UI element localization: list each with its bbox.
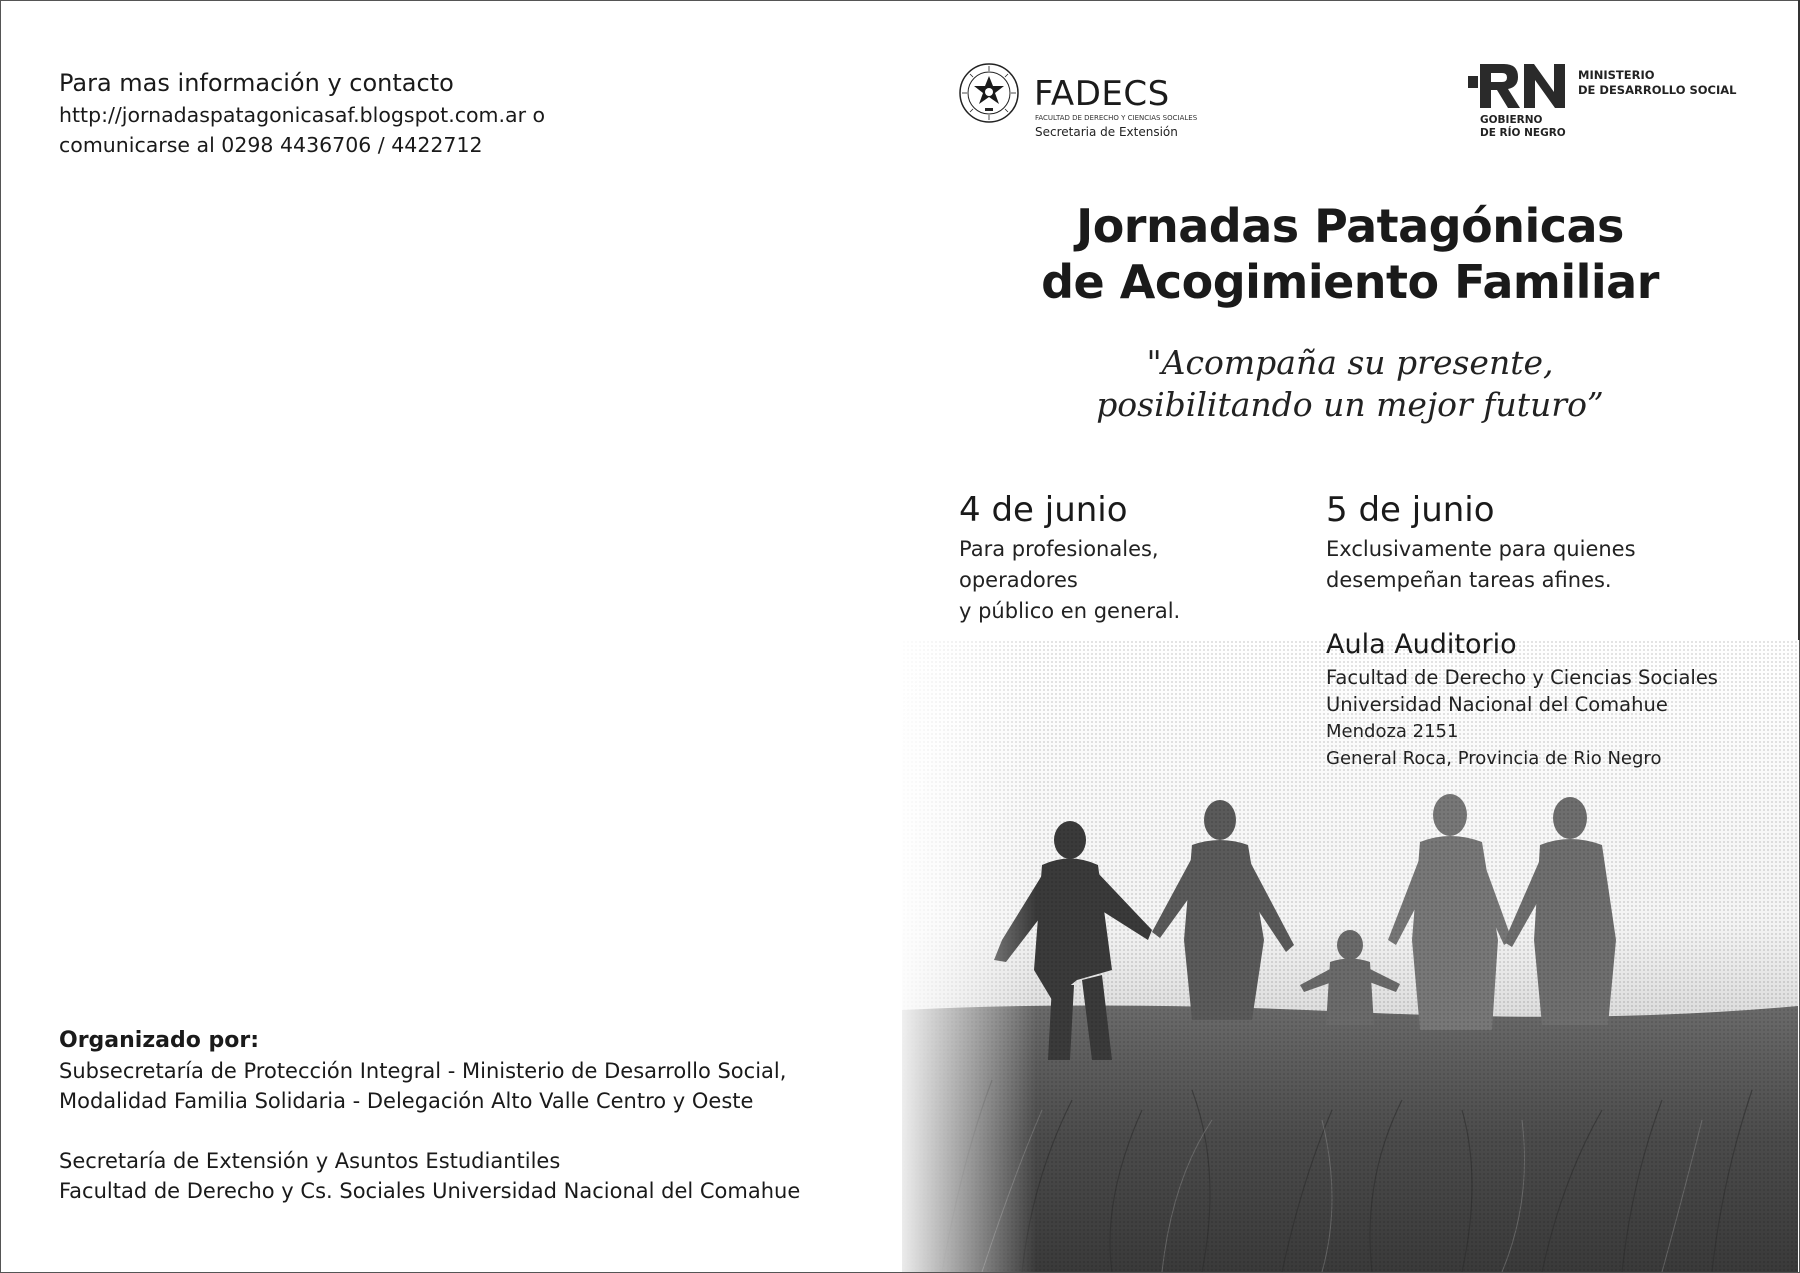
day-date: 4 de junio [959,490,1128,530]
tagline-line: "Acompaña su presente, [1146,343,1554,382]
rn-mark-icon [1464,62,1568,110]
ministerio-text [1578,68,1737,98]
venue-line: Facultad de Derecho y Ciencias Sociales [1326,666,1718,689]
contact-block [59,66,545,160]
day-desc-line: y público en general. [959,599,1181,623]
university-seal-icon [958,62,1020,124]
venue-city: General Roca, Provincia de Rio Negro [1326,748,1662,769]
day-desc-line: Para profesionales, [959,537,1159,561]
fadecs-logo [958,62,1218,142]
day-desc-line: operadores [959,568,1078,592]
ministerio-line: MINISTERIO [1578,68,1655,82]
day-date: 5 de junio [1326,490,1495,530]
tagline-line: posibilitando un mejor futuro” [1096,385,1604,424]
event-title-line: Jornadas Patagónicas [1076,199,1624,253]
organizer-line: Facultad de Derecho y Cs. Sociales Universidad Nacional del Comahue [59,1179,801,1203]
ministerio-line: DE DESARROLLO SOCIAL [1578,83,1737,97]
organizers-label: Organizado por: [59,1028,260,1053]
gobierno-line: DE RÍO NEGRO [1480,127,1566,139]
day-desc-line: Exclusivamente para quienes [1326,537,1636,561]
gobierno-line: GOBIERNO [1480,114,1543,126]
organizers-block [59,1026,800,1206]
venue-block [1326,626,1718,772]
venue-line: Universidad Nacional del Comahue [1326,693,1668,716]
organizer-line: Secretaría de Extensión y Asuntos Estudiantiles [59,1149,561,1173]
organizer-line: Subsecretaría de Protección Integral - Ministerio de Desarrollo Social, [59,1059,787,1083]
contact-url: http://jornadaspatagonicasaf.blogspot.com.ar o [59,103,546,127]
spacer [59,1116,800,1146]
event-title-line: de Acogimiento Familiar [1041,255,1659,309]
fadecs-wordmark: FADECS [1034,74,1170,114]
venue-name: Aula Auditorio [1326,629,1517,660]
fadecs-secretaria-text: Secretaria de Extensión [1035,125,1178,139]
day-block-1 [959,486,1180,627]
gobierno-text [1480,114,1566,140]
organizer-line: Modalidad Familia Solidaria - Delegación Alto Valle Centro y Oeste [59,1089,754,1113]
event-tagline [1000,342,1700,426]
rio-negro-logo [1464,62,1764,142]
day-block-2 [1326,486,1636,596]
fadecs-faculty-text: FACULTAD DE DERECHO Y CIENCIAS SOCIALES [1035,114,1198,122]
contact-title: Para mas información y contacto [59,69,454,97]
contact-phone: comunicarse al 0298 4436706 / 4422712 [59,133,483,157]
day-desc-line: desempeñan tareas afines. [1326,568,1612,592]
event-title [1000,198,1700,310]
venue-address: Mendoza 2151 [1326,721,1459,742]
